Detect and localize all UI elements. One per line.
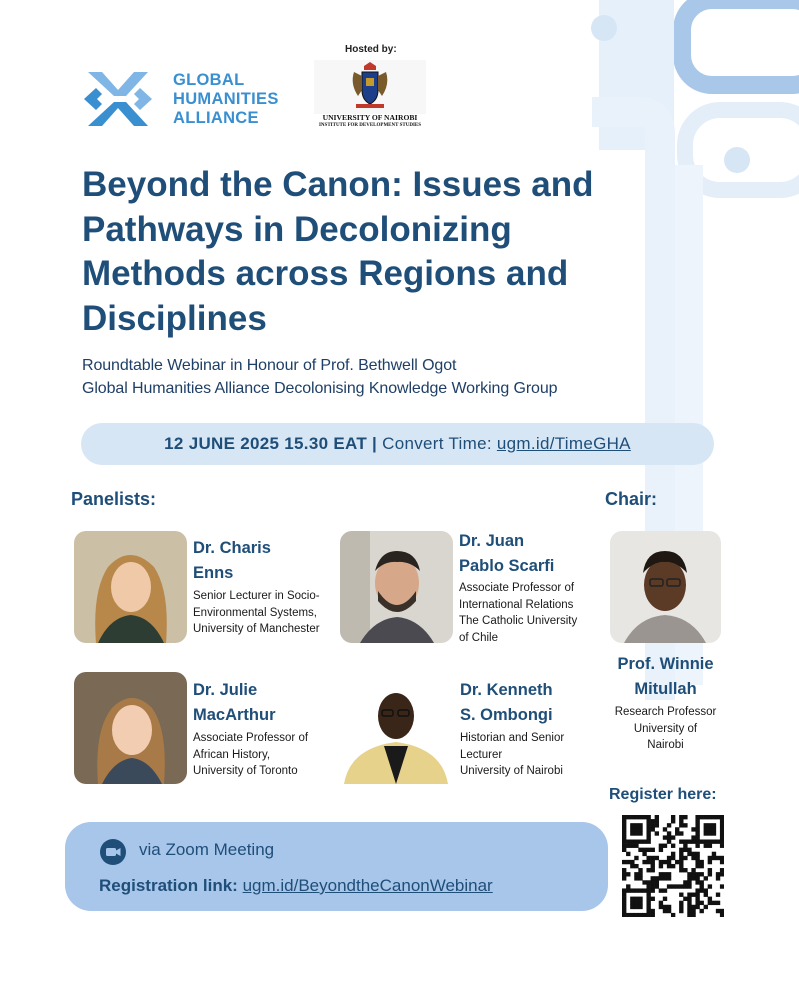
panelist-name: [193, 678, 308, 727]
chair-role-line: University of: [633, 722, 698, 735]
date-time-line: [81, 423, 714, 465]
meeting-platform: via Zoom Meeting: [139, 840, 275, 859]
organization-name-line: HUMANITIES: [173, 90, 279, 108]
panelist-role: [460, 730, 564, 780]
panelist-photo: [340, 531, 453, 643]
chair-role-line: Nairobi: [647, 739, 684, 751]
panelist-name-line: Dr. Juan: [459, 532, 525, 550]
panelist-name-line: Dr. Kenneth: [460, 681, 553, 699]
date-separator: |: [372, 434, 378, 453]
panelist-card: [460, 678, 564, 780]
convert-time-link[interactable]: ugm.id/TimeGHA: [496, 434, 631, 453]
panelist-name-line: MacArthur: [193, 705, 276, 724]
panelists-label: Panelists:: [71, 489, 157, 509]
registration-link[interactable]: ugm.id/BeyondtheCanonWebinar: [242, 876, 493, 895]
panelist-name: [193, 536, 320, 585]
event-subtitle: [82, 354, 557, 400]
panelist-name: [459, 529, 577, 578]
panelist-photo: [340, 672, 453, 784]
panelist-role-line: Associate Professor of: [193, 732, 309, 744]
panelist-role-line: African History,: [193, 748, 271, 761]
panelist-role: [193, 730, 308, 780]
event-title-line: Beyond the Canon: Issues and: [82, 165, 594, 204]
registration-line: [99, 876, 493, 896]
panelist-role-line: Lecturer: [460, 748, 503, 761]
host-department-name: INSTITUTE FOR DEVELOPMENT STUDIES: [318, 122, 422, 128]
panelist-name-line: Dr. Julie: [193, 681, 258, 699]
panelist-role-line: International Relations: [459, 598, 574, 611]
hosted-by-label: Hosted by:: [345, 44, 397, 55]
panelist-role: [459, 580, 577, 646]
qr-code-icon[interactable]: [622, 815, 724, 917]
panelist-role-line: Associate Professor of: [459, 582, 575, 594]
panelist-photo: [74, 672, 187, 784]
panelist-role-line: University of Nairobi: [460, 765, 563, 777]
event-title-line: Methods across Regions and: [82, 254, 569, 293]
registration-label: Registration link:: [99, 876, 238, 895]
panelist-name-line: Enns: [193, 563, 234, 582]
panelist-card: [193, 536, 320, 638]
panelist-name-line: Pablo Scarfi: [459, 556, 555, 575]
panelist-role-line: of Chile: [459, 631, 498, 644]
x-cross-logo-icon: [82, 68, 154, 130]
chair-role: [597, 704, 734, 754]
panelist-card: [459, 529, 577, 646]
organization-name: [173, 71, 279, 128]
event-date-time: 12 JUNE 2025 15.30 EAT: [164, 434, 368, 453]
event-title: [82, 163, 682, 341]
panelist-name-line: S. Ombongi: [460, 705, 553, 724]
event-subtitle-line: Global Humanities Alliance Decolonising Knowledge Working Group: [82, 380, 558, 397]
panelist-role: [193, 588, 320, 638]
panelist-role-line: University of Toronto: [193, 765, 298, 777]
host-institution: [314, 114, 426, 129]
chair-name: [597, 652, 734, 701]
video-camera-icon: [99, 838, 127, 866]
chair-name-line: Prof. Winnie: [617, 655, 714, 673]
register-here-label: Register here:: [609, 786, 717, 803]
event-title-line: Pathways in Decolonizing: [82, 209, 512, 249]
panelist-name-line: Dr. Charis: [193, 539, 271, 557]
chair-label: Chair:: [605, 489, 658, 509]
organization-name-line: GLOBAL: [173, 71, 245, 89]
event-subtitle-line: Roundtable Webinar in Honour of Prof. Bethwell Ogot: [82, 357, 457, 374]
panelist-role-line: Historian and Senior: [460, 732, 565, 744]
chair-card: [597, 652, 734, 754]
chair-photo: [610, 531, 721, 643]
panelist-role-line: Senior Lecturer in Socio-: [193, 590, 320, 602]
host-institution-name: UNIVERSITY OF NAIROBI: [322, 113, 418, 122]
panelist-role-line: The Catholic University: [459, 615, 578, 627]
chair-role-line: Research Professor: [614, 706, 717, 718]
convert-time-label: Convert Time:: [382, 434, 492, 453]
panelist-photo: [74, 531, 187, 643]
panelist-name: [460, 678, 564, 727]
panelist-card: [193, 678, 308, 780]
organization-name-line: ALLIANCE: [173, 109, 259, 127]
chair-name-line: Mitullah: [634, 679, 697, 698]
event-title-line: Disciplines: [82, 298, 267, 338]
meeting-banner: [65, 822, 608, 911]
panelist-role-line: University of Manchester: [193, 623, 320, 635]
panelist-role-line: Environmental Systems,: [193, 606, 317, 619]
